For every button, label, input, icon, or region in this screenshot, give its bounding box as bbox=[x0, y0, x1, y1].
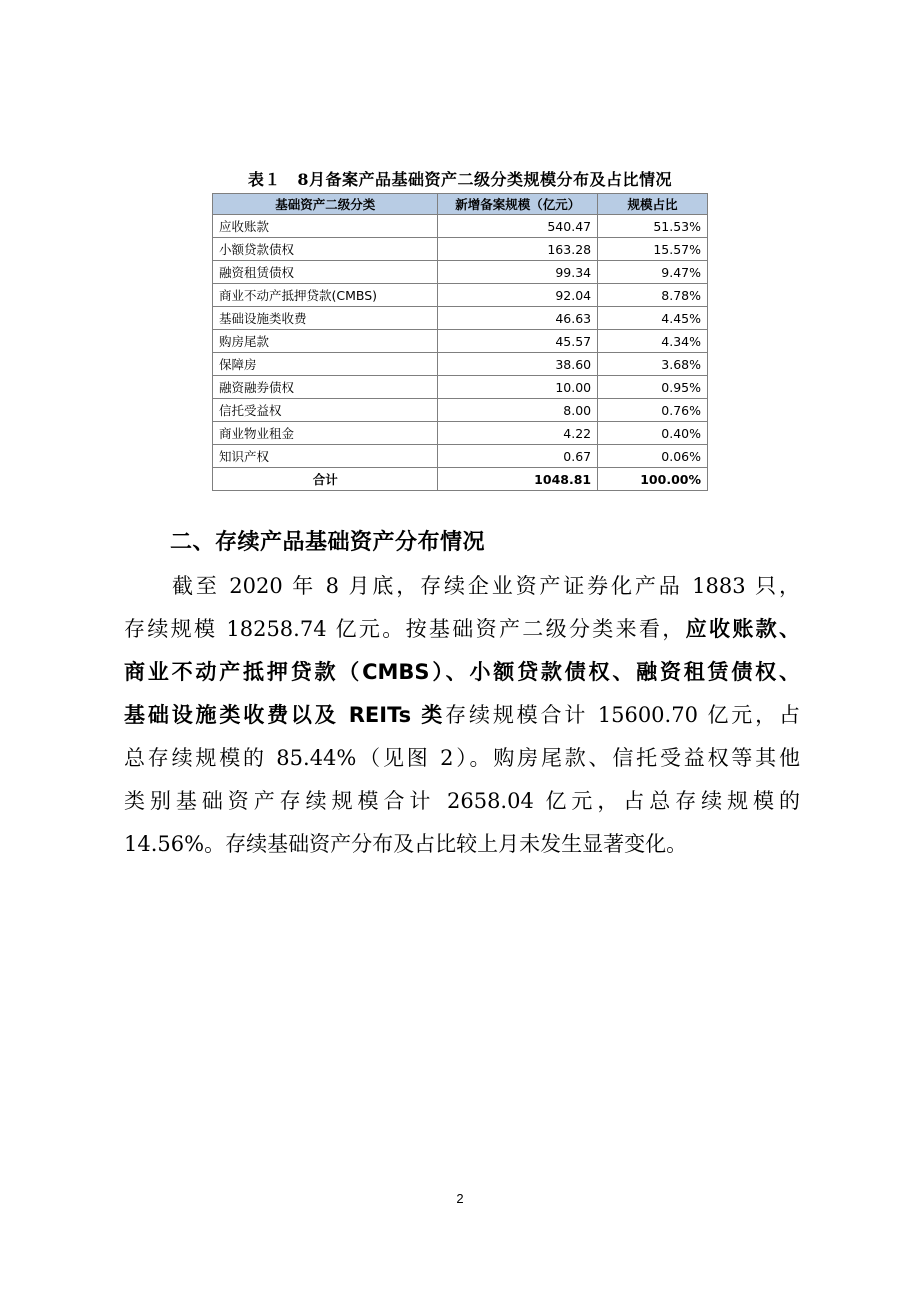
row-share: 15.57% bbox=[598, 238, 708, 261]
paragraph-line: 总存续规模的 85.44%（见图 2）。购房尾款、信托受益权等其他 bbox=[124, 746, 800, 770]
body-paragraph bbox=[124, 565, 800, 866]
table-row bbox=[213, 353, 708, 376]
row-scale: 540.47 bbox=[438, 215, 598, 238]
row-scale: 4.22 bbox=[438, 422, 598, 445]
row-share: 8.78% bbox=[598, 284, 708, 307]
table-total-row bbox=[213, 468, 708, 491]
table-row bbox=[213, 445, 708, 468]
total-scale: 1048.81 bbox=[438, 468, 598, 491]
table-row bbox=[213, 238, 708, 261]
table-row bbox=[213, 215, 708, 238]
row-share: 9.47% bbox=[598, 261, 708, 284]
paragraph-line: 截至 2020 年 8 月底，存续企业资产证券化产品 1883 只， bbox=[172, 574, 800, 598]
table-header-row bbox=[213, 194, 708, 215]
total-label: 合计 bbox=[213, 468, 438, 491]
row-scale: 92.04 bbox=[438, 284, 598, 307]
paragraph-line: 14.56%。存续基础资产分布及占比较上月未发生显著变化。 bbox=[124, 832, 688, 856]
table-row bbox=[213, 330, 708, 353]
row-share: 3.68% bbox=[598, 353, 708, 376]
paragraph-line bbox=[124, 608, 800, 651]
row-category: 保障房 bbox=[213, 353, 438, 376]
row-category: 信托受益权 bbox=[213, 399, 438, 422]
total-share: 100.00% bbox=[598, 468, 708, 491]
table-row bbox=[213, 399, 708, 422]
row-scale: 10.00 bbox=[438, 376, 598, 399]
row-category: 知识产权 bbox=[213, 445, 438, 468]
paragraph-text: 存续规模 18258.74 亿元。按基础资产二级分类来看， bbox=[124, 617, 686, 641]
row-scale: 99.34 bbox=[438, 261, 598, 284]
paragraph-emphasis: 应收账款、 bbox=[685, 617, 800, 641]
table-row bbox=[213, 307, 708, 330]
row-share: 0.76% bbox=[598, 399, 708, 422]
row-scale: 46.63 bbox=[438, 307, 598, 330]
row-category: 小额贷款债权 bbox=[213, 238, 438, 261]
row-share: 4.34% bbox=[598, 330, 708, 353]
row-share: 0.95% bbox=[598, 376, 708, 399]
row-scale: 45.57 bbox=[438, 330, 598, 353]
row-scale: 8.00 bbox=[438, 399, 598, 422]
header-category: 基础资产二级分类 bbox=[213, 194, 438, 215]
row-share: 0.40% bbox=[598, 422, 708, 445]
table-row bbox=[213, 422, 708, 445]
row-category: 商业不动产抵押贷款(CMBS) bbox=[213, 284, 438, 307]
row-share: 4.45% bbox=[598, 307, 708, 330]
row-category: 融资融券债权 bbox=[213, 376, 438, 399]
table-row bbox=[213, 284, 708, 307]
page-number: 2 bbox=[456, 1191, 464, 1206]
row-scale: 0.67 bbox=[438, 445, 598, 468]
row-scale: 163.28 bbox=[438, 238, 598, 261]
section-heading: 二、存续产品基础资产分布情况 bbox=[170, 530, 486, 555]
paragraph-line: 类别基础资产存续规模合计 2658.04 亿元，占总存续规模的 bbox=[124, 789, 800, 813]
row-scale: 38.60 bbox=[438, 353, 598, 376]
row-category: 商业物业租金 bbox=[213, 422, 438, 445]
table-caption: 表１ 8月备案产品基础资产二级分类规模分布及占比情况 bbox=[247, 170, 673, 189]
asset-classification-table bbox=[212, 193, 708, 491]
row-category: 购房尾款 bbox=[213, 330, 438, 353]
paragraph-line bbox=[124, 651, 800, 694]
row-category: 融资租赁债权 bbox=[213, 261, 438, 284]
paragraph-line bbox=[124, 694, 800, 737]
table-row bbox=[213, 376, 708, 399]
row-share: 0.06% bbox=[598, 445, 708, 468]
row-category: 基础设施类收费 bbox=[213, 307, 438, 330]
header-share: 规模占比 bbox=[598, 194, 708, 215]
table-row bbox=[213, 261, 708, 284]
row-category: 应收账款 bbox=[213, 215, 438, 238]
paragraph-text: 存续规模合计 15600.70 亿元，占 bbox=[445, 703, 800, 727]
paragraph-emphasis: 基础设施类收费以及 REITs 类 bbox=[124, 703, 446, 727]
paragraph-emphasis: 商业不动产抵押贷款（CMBS）、小额贷款债权、融资租赁债权、 bbox=[124, 660, 800, 684]
header-new-scale: 新增备案规模（亿元） bbox=[438, 194, 598, 215]
row-share: 51.53% bbox=[598, 215, 708, 238]
